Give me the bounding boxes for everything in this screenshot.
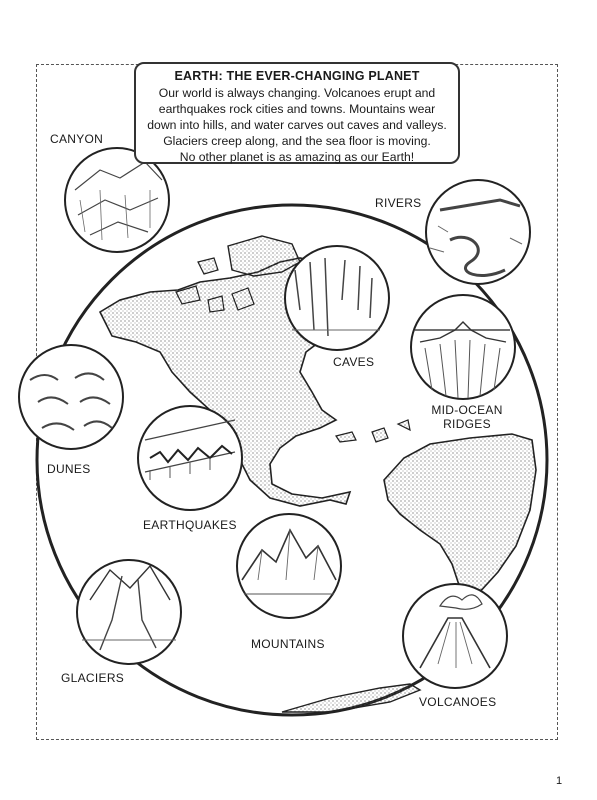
- label-ridges-line: RIDGES: [443, 417, 491, 431]
- label-earthquakes: EARTHQUAKES: [143, 518, 237, 532]
- label-rivers: RIVERS: [375, 196, 422, 210]
- intro-line: Glaciers creep along, and the sea floor is moving.: [163, 134, 431, 148]
- intro-title: EARTH: THE EVER-CHANGING PLANET: [174, 69, 420, 83]
- earthquakes-vignette: [138, 406, 242, 510]
- label-mid-ocean-line: MID-OCEAN: [431, 403, 503, 417]
- mountains-vignette: [237, 514, 341, 618]
- label-volcanoes: VOLCANOES: [419, 695, 497, 709]
- mid-ocean-ridges-vignette: [411, 295, 515, 399]
- label-dunes: DUNES: [47, 462, 91, 476]
- label-glaciers: GLACIERS: [61, 671, 125, 685]
- label-caves: CAVES: [333, 355, 375, 369]
- label-mountains: MOUNTAINS: [251, 637, 325, 651]
- page-number: 1: [556, 775, 563, 787]
- intro-line: No other planet is as amazing as our Earth!: [179, 150, 415, 164]
- rivers-vignette: [426, 180, 530, 284]
- intro-line: earthquakes rock cities and towns. Mountains wear: [158, 102, 436, 116]
- intro-text-box: [134, 62, 460, 164]
- caves-vignette: [285, 246, 389, 350]
- dunes-vignette: [19, 345, 123, 449]
- glaciers-vignette: [77, 560, 181, 664]
- intro-line: down into hills, and water carves out caves and valleys.: [147, 118, 447, 132]
- intro-line: Our world is always changing. Volcanoes erupt and: [158, 86, 436, 100]
- label-mid-ocean-ridges: [428, 403, 506, 431]
- label-canyon: CANYON: [50, 132, 104, 146]
- volcanoes-vignette: [403, 584, 507, 688]
